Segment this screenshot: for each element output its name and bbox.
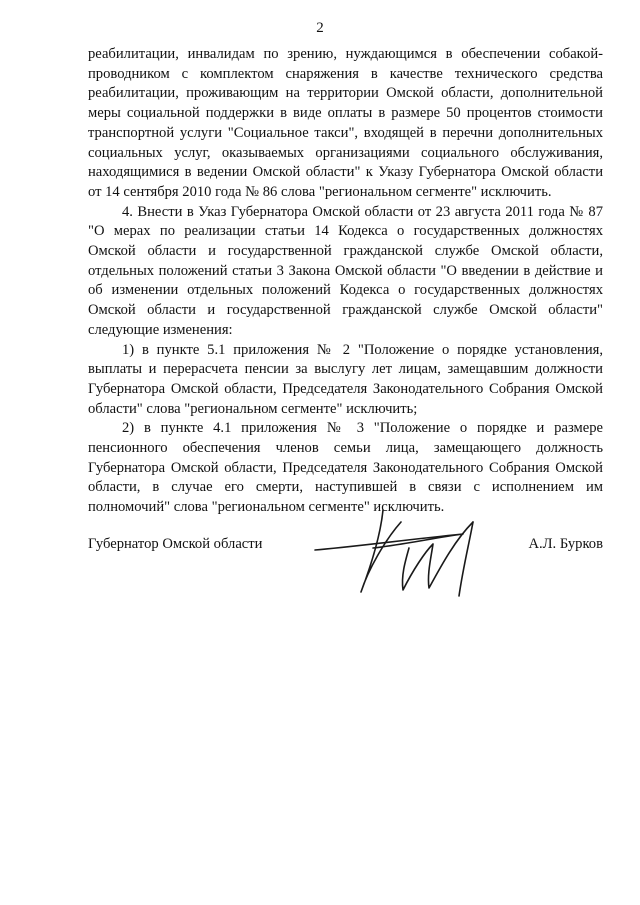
signatory-name: А.Л. Бурков — [528, 536, 603, 552]
paragraph-continuation: реабилитации, инвалидам по зрению, нуждающимся в обеспечении собакой-проводником с комплектом снаряжения в качестве технического средства реабилитации, проживающим на территории Омской области, дополнительной меры социальной поддержки в виде оплаты в размере 50 процентов стоимости транспортной услуги "Социальное такси", входящей в перечни дополнительных социальных услуг, оказываемых организациями социального обслуживания, находящимися в ведении Омской области" к Указу Губернатора Омской области от 14 сентября 2010 года № 86 слова "региональном сегменте" исключить. — [88, 46, 603, 200]
signatory-title: Губернатор Омской области — [88, 536, 263, 552]
handwritten-signature — [313, 500, 513, 605]
paragraph-subitem-1: 1) в пункте 5.1 приложения № 2 "Положение о порядке установления, выплаты и перерасчета пенсии за выслугу лет лицам, замещавшим должности Губернатора Омской области, Председателя Законодательного Собрания Омской области" слова "региональном сегменте" исключить; — [88, 341, 603, 417]
paragraph-item-4: 4. Внести в Указ Губернатора Омской области от 23 августа 2011 года № 87 "О мерах по реализации статьи 14 Кодекса о государственных должностях Омской области и государственной гражданской службе Омской области, отдельных положений статьи 3 Закона Омской области "О введении в действие и об изменении отдельных положений Кодекса о государственных должностях Омской области и государственной гражданской службе Омской области" следующие изменения: — [88, 203, 603, 338]
paragraph-subitem-2: 2) в пункте 4.1 приложения № 3 "Положение о порядке и размере пенсионного обеспечения членов семьи лица, замещающего должность Губернатора Омской области, Председателя Законодательного Собрания Омской области, в случае его смерти, наступившей в связи с исполнением им полномочий" слова "региональном сегменте" исключить. — [88, 420, 603, 516]
signature-block — [88, 500, 603, 610]
page-number: 2 — [316, 20, 324, 36]
document-body — [88, 45, 603, 518]
